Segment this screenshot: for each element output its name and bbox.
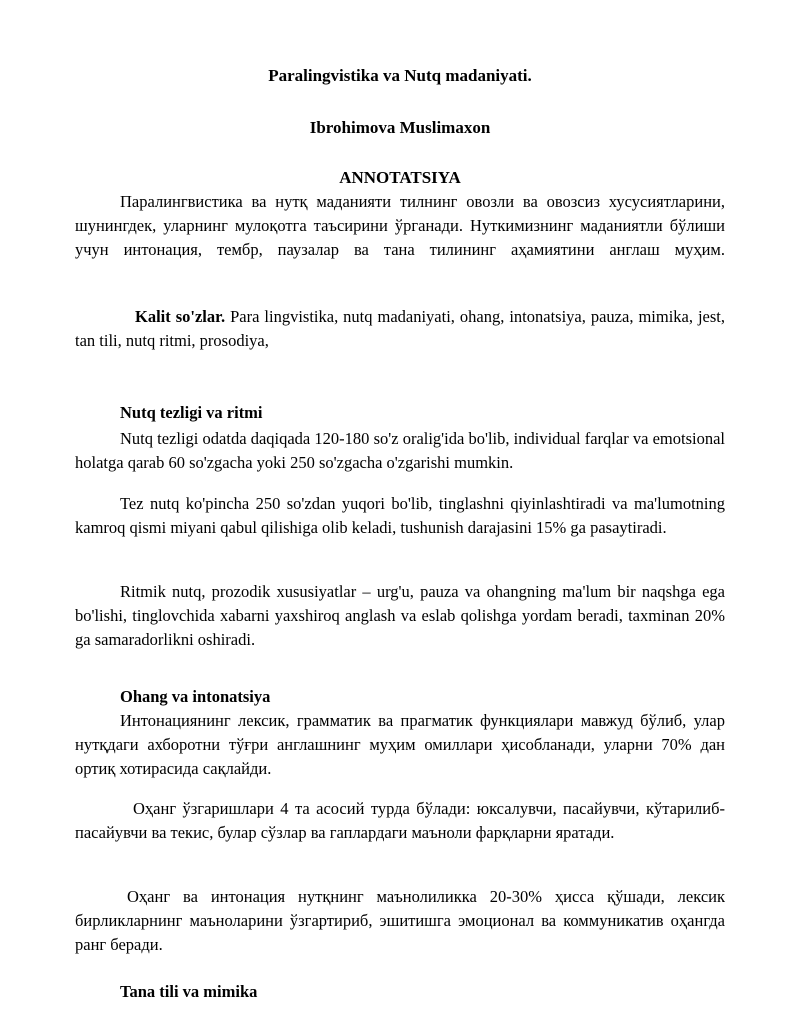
author-name: Ibrohimova Muslimaxon <box>309 118 491 137</box>
paragraph: Оҳанг ўзгаришлари 4 та асосий турда бўлади: юксалувчи, пасайувчи, кўтарилиб-пасайувчи ва текис, булар сўзлар ва гаплардаги маъноли фарқларни яратади. <box>75 799 725 842</box>
section-heading: Nutq tezligi va ritmi <box>120 403 263 422</box>
section-heading: Ohang va intonatsiya <box>120 687 271 706</box>
paragraph: Оҳанг ва интонация нутқнинг маънолиликка 20-30% ҳисса қўшади, лексик бирликларнинг маъноларини ўзгартириб, эшитишга эмоционал ва коммуникатив оҳангда ранг беради. <box>75 887 725 954</box>
paragraph: Nutq tezligi odatda daqiqada 120-180 so'z oralig'ida bo'lib, individual farqlar va emotsional holatga qarab 60 so'zgacha yoki 250 so'zgacha o'zgarishi mumkin. <box>75 429 725 472</box>
keywords-label: Kalit so'zlar. <box>135 307 226 326</box>
keywords-paragraph <box>75 305 725 353</box>
keywords-text: Para lingvistika, nutq madaniyati, ohang, intonatsiya, pauza, mimika, jest, tan tili, nutq ritmi, prosodiya, <box>75 307 726 350</box>
annotation-heading: ANNOTATSIYA <box>339 168 461 187</box>
paragraph: Ritmik nutq, prozodik xususiyatlar – urg'u, pauza va ohangning ma'lum bir naqshga ega bo'lishi, tinglovchida xabarni yaxshiroq anglash va eslab qolishga yordam beradi, taxminan 20% ga samaradorlikni oshiradi. <box>75 582 725 649</box>
section-heading: Tana tili va mimika <box>120 982 258 1001</box>
document-title: Paralingvistika va Nutq madaniyati. <box>268 66 532 85</box>
paragraph: Tez nutq ko'pincha 250 so'zdan yuqori bo'lib, tinglashni qiyinlashtiradi va ma'lumotning kamroq qismi miyani qabul qilishiga olib keladi, tushunish darajasini 15% ga pasaytiradi. <box>75 494 725 537</box>
paragraph: Интонациянинг лексик, грамматик ва прагматик функциялари мавжуд бўлиб, улар нутқдаги ахборотни тўғри англашнинг муҳим омиллари ҳисобланади, уларни 70% дан ортиқ хотирасида сақлайди. <box>75 711 725 778</box>
annotation-paragraph: Паралингвистика ва нутқ маданияти тилнинг овозли ва овозсиз хусусиятларини, шунингдек, уларнинг мулоқотга таъсирини ўрганади. Нуткимизнинг маданиятли бўлиши учун интонация, тембр, паузалар ва тана тилининг аҳамиятини англаш муҳим. <box>75 192 725 259</box>
